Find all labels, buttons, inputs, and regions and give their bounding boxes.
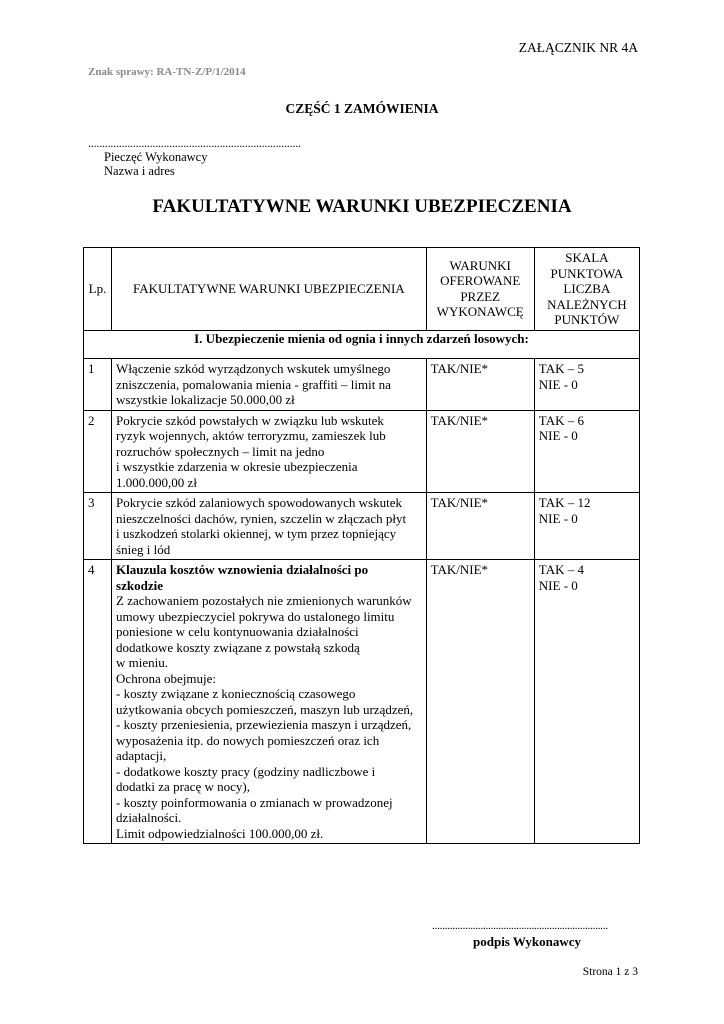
scale-line: NIE - 0 bbox=[538, 510, 578, 526]
description-line: Włączenie szkód wyrządzonych wskutek umyślnego bbox=[116, 361, 391, 376]
description-line: dodatki za pracę w nocy), bbox=[116, 779, 250, 794]
description-line: Pokrycie szkód powstałych w związku lub wskutek bbox=[116, 412, 384, 428]
table-row bbox=[84, 560, 640, 844]
description-line: ryzyk wojennych, aktów terroryzmu, zamieszek lub bbox=[116, 428, 386, 443]
table-header-row bbox=[84, 248, 640, 331]
row-offer: TAK/NIE* bbox=[426, 560, 534, 844]
table-row bbox=[84, 410, 640, 493]
description-line: Limit odpowiedzialności 100.000,00 zł. bbox=[116, 825, 324, 841]
insurance-conditions-table bbox=[83, 247, 640, 844]
row-scale bbox=[534, 359, 639, 411]
row-lp: 4 bbox=[84, 560, 112, 844]
row-scale bbox=[534, 493, 639, 560]
description-line: adaptacji, bbox=[116, 748, 167, 763]
description-line: rozruchów społecznych – limit na jedno bbox=[116, 443, 325, 459]
stamp-name-address-label: Nazwa i adres bbox=[104, 164, 175, 178]
part-title: CZĘŚĆ 1 ZAMÓWIENIA bbox=[285, 101, 439, 116]
description-line: nieszczelności dachów, rynien, szczelin w złączach płyt bbox=[116, 510, 407, 526]
section-heading: I. Ubezpieczenie mienia od ognia i innych zdarzeń losowych: bbox=[84, 330, 640, 359]
row-offer: TAK/NIE* bbox=[426, 410, 534, 493]
description-line: wyposażenia itp. do nowych pomieszczeń oraz ich bbox=[116, 732, 380, 748]
row-lp: 2 bbox=[84, 410, 112, 493]
row-description bbox=[112, 493, 427, 560]
scale-line: TAK – 4 bbox=[538, 562, 584, 577]
header-conditions: FAKULTATYWNE WARUNKI UBEZPIECZENIA bbox=[112, 248, 427, 331]
row-offer: TAK/NIE* bbox=[426, 493, 534, 560]
description-line: - koszty związane z koniecznością czasowego bbox=[116, 686, 356, 701]
header-scale-line: SKALA bbox=[565, 250, 609, 265]
description-line: 1.000.000,00 zł bbox=[116, 474, 197, 490]
stamp-label: Pieczęć Wykonawcy bbox=[104, 150, 208, 164]
row-description bbox=[112, 359, 427, 411]
description-line: Pokrycie szkód zalaniowych spowodowanych wskutek bbox=[116, 495, 402, 510]
scale-line: NIE - 0 bbox=[538, 577, 578, 593]
header-scale bbox=[534, 248, 639, 331]
row-description bbox=[112, 560, 427, 844]
header-scale-line: PUNKTÓW bbox=[554, 312, 620, 327]
row-description bbox=[112, 410, 427, 493]
scale-line: TAK – 12 bbox=[538, 495, 591, 510]
row-lp: 1 bbox=[84, 359, 112, 411]
description-line: - koszty poinformowania o zmianach w prowadzonej bbox=[116, 794, 393, 810]
page-number: Strona 1 z 3 bbox=[582, 966, 638, 978]
section-row bbox=[84, 330, 640, 359]
header-offered-line: OFEROWANE bbox=[440, 273, 521, 289]
description-line: zniszczenia, pomalowania mienia - graffiti – limit na bbox=[116, 376, 391, 392]
scale-line: TAK – 5 bbox=[538, 361, 584, 376]
description-line: Z zachowaniem pozostałych nie zmienionych warunków bbox=[116, 593, 412, 608]
description-line: poniesione w celu kontynuowania działalności bbox=[116, 624, 359, 639]
description-line: śnieg i lód bbox=[116, 541, 171, 557]
description-line: - dodatkowe koszty pracy (godziny nadliczbowe i bbox=[116, 763, 376, 779]
signature-label: podpis Wykonawcy bbox=[473, 934, 582, 949]
attachment-label: ZAŁĄCZNIK NR 4A bbox=[518, 40, 638, 55]
header-scale-line: PUNKTOWA bbox=[550, 265, 624, 281]
stamp-dotted-line: ............................................................................ bbox=[88, 136, 301, 150]
scale-line: NIE - 0 bbox=[538, 376, 578, 392]
signature-dotted-line: ..................................................................... bbox=[432, 920, 608, 932]
row-scale bbox=[534, 560, 639, 844]
clause-title-line: szkodzie bbox=[116, 577, 163, 593]
row-lp: 3 bbox=[84, 493, 112, 560]
description-line: i wszystkie zdarzenia w okresie ubezpieczenia bbox=[116, 459, 358, 474]
description-line: działalności. bbox=[116, 810, 182, 825]
document-title: FAKULTATYWNE WARUNKI UBEZPIECZENIA bbox=[152, 196, 572, 217]
scale-line: TAK – 6 bbox=[538, 412, 584, 428]
description-line: - koszty przeniesienia, przewiezienia maszyn i urządzeń, bbox=[116, 717, 412, 732]
description-line: dodatkowe koszty związane z powstałą szkodą bbox=[116, 639, 360, 655]
description-line: użytkowania obcych pomieszczeń, maszyn lub urządzeń, bbox=[116, 701, 414, 717]
description-line: umowy ubezpieczyciel pokrywa do ustalonego limitu bbox=[116, 608, 395, 624]
case-reference: Znak sprawy: RA-TN-Z/P/1/2014 bbox=[88, 66, 246, 78]
header-offered-line: PRZEZ bbox=[460, 288, 501, 304]
row-offer: TAK/NIE* bbox=[426, 359, 534, 411]
table-row bbox=[84, 493, 640, 560]
header-scale-line: NALEŻNYCH bbox=[547, 296, 627, 312]
scale-line: NIE - 0 bbox=[538, 428, 578, 443]
clause-title-line: Klauzula kosztów wznowienia działalności po bbox=[116, 562, 369, 577]
header-lp: Lp. bbox=[84, 248, 112, 331]
description-line: Ochrona obejmuje: bbox=[116, 670, 217, 686]
row-scale bbox=[534, 410, 639, 493]
description-line: wszystkie lokalizacje 50.000,00 zł bbox=[116, 392, 295, 407]
description-line: w mieniu. bbox=[116, 655, 169, 670]
header-offered-line: WYKONAWCĘ bbox=[436, 304, 524, 320]
header-scale-line: LICZBA bbox=[563, 281, 611, 296]
description-line: i uszkodzeń stolarki okiennej, w tym przez topniejący bbox=[116, 526, 397, 541]
header-offered bbox=[426, 248, 534, 331]
header-offered-line: WARUNKI bbox=[449, 257, 511, 273]
table-row bbox=[84, 359, 640, 411]
